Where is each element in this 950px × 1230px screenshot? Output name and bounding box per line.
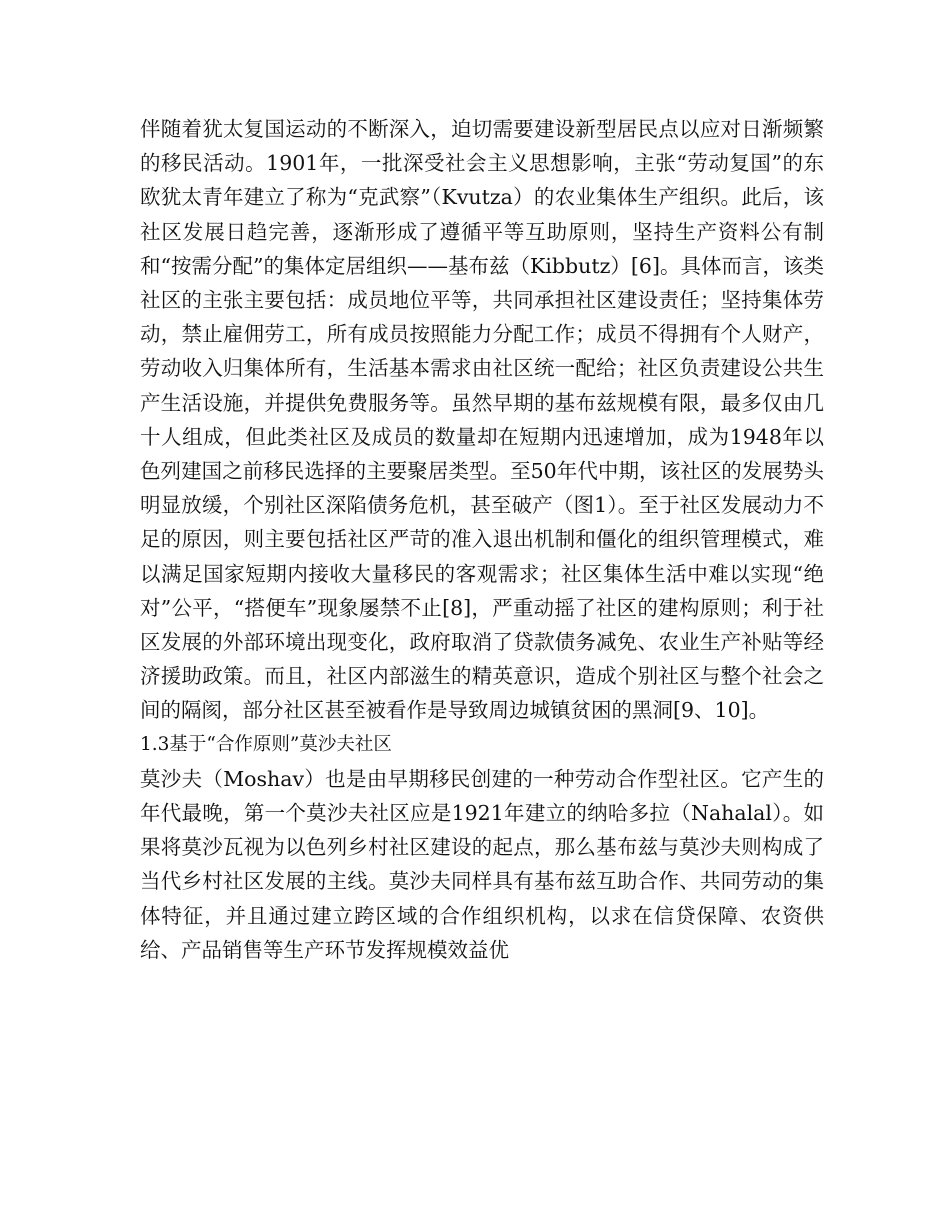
section-heading-moshav: 1.3基于“合作原则”莫沙夫社区 — [140, 733, 392, 755]
body-paragraph-moshav: 莫沙夫（Moshav）也是由早期移民创建的一种劳动合作型社区。它产生的年代最晚，第一个莫沙夫社区应是1921年建立的纳哈多拉（Nahalal）。如果将莫沙瓦视为以色列乡村社区建设的起点，那么基布兹与莫沙夫则构成了当代乡村社区发展的主线。莫沙夫同样具有基布兹互助合作、共同劳动的集体特征，并且通过建立跨区域的合作组织机构，以求在信贷保障、农资供给、产品销售等生产环节发挥规模效益优 — [140, 766, 824, 962]
body-paragraph-kibbutz: 伴随着犹太复国运动的不断深入，迫切需要建设新型居民点以应对日渐频繁的移民活动。1901年，一批深受社会主义思想影响，主张“劳动复国”的东欧犹太青年建立了称为“克武察”（Kvutza）的农业集体生产组织。此后，该社区发展日趋完善，逐渐形成了遵循平等互助原则，坚持生产资料公有制和“按需分配”的集体定居组织——基布兹（Kibbutz）[6]。具体而言，该类社区的主张主要包括：成员地位平等，共同承担社区建设责任；坚持集体劳动，禁止雇佣劳工，所有成员按照能力分配工作；成员不得拥有个人财产，劳动收入归集体所有，生活基本需求由社区统一配给；社区负责建设公共生产生活设施，并提供免费服务等。虽然早期的基布兹规模有限，最多仅由几十人组成，但此类社区及成员的数量却在短期内迅速增加，成为1948年以色列建国之前移民选择的主要聚居类型。至50年代中期，该社区的发展势头明显放缓，个别社区深陷债务危机，甚至破产（图1）。至于社区发展动力不足的原因，则主要包括社区严苛的准入退出机制和僵化的组织管理模式，难以满足国家短期内接收大量移民的客观需求；社区集体生活中难以实现“绝对”公平，“搭便车”现象屡禁不止[8]，严重动摇了社区的建构原则；利于社区发展的外部环境出现变化，政府取消了贷款债务减免、农业生产补贴等经济援助政策。而且，社区内部滋生的精英意识，造成个别社区与整个社会之间的隔阂，部分社区甚至被看作是导致周边城镇贫困的黑洞[9、10]。 — [140, 117, 824, 723]
document-page — [140, 112, 824, 967]
